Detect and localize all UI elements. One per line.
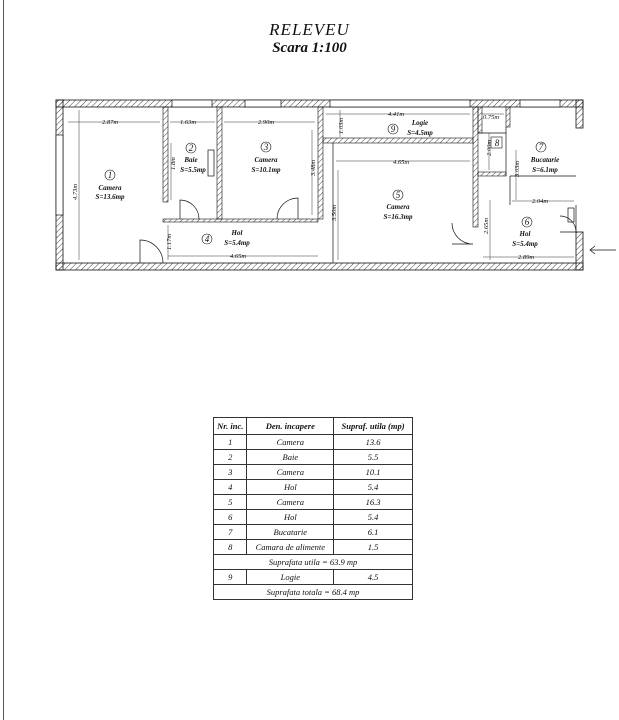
room-number: 8 (494, 138, 500, 148)
entry-arrow (590, 246, 616, 254)
cell-name: Hol (247, 480, 334, 495)
table-row (214, 450, 413, 465)
room-number: 5 (395, 190, 401, 200)
cell-area: 16.3 (334, 495, 413, 510)
table-row (214, 435, 413, 450)
table-row (214, 525, 413, 540)
dim-label: 2.65m (483, 217, 490, 234)
total-cell: Suprafata totala = 68.4 mp (214, 585, 413, 600)
room-name: Camera (386, 203, 410, 211)
dim-label: 1.8m (170, 157, 177, 170)
room-name: Baie (184, 156, 198, 164)
room-number: 6 (524, 217, 530, 227)
table-row (214, 495, 413, 510)
column-header: Supraf. utila (mp) (334, 418, 413, 435)
dim-label: 1.03m (338, 117, 345, 134)
dim-label: 3.48m (310, 159, 317, 176)
cell-nr: 8 (214, 540, 247, 555)
column-header: Nr. inc. (214, 418, 247, 435)
room-area: S=16.3mp (383, 213, 413, 221)
room-number: 4 (204, 234, 210, 244)
cell-area: 5.4 (334, 480, 413, 495)
room-name: Camera (254, 156, 278, 164)
room-name: Hol (231, 229, 243, 237)
dim-label: 4.73m (72, 183, 79, 200)
table-row (214, 570, 413, 585)
dim-label: 3.03m (514, 160, 521, 177)
dim-label: 2.90m (258, 119, 275, 126)
cell-area: 1.5 (334, 540, 413, 555)
dim-label: 4.65m (230, 253, 247, 260)
cell-nr: 1 (214, 435, 247, 450)
cell-nr: 2 (214, 450, 247, 465)
table-row (214, 480, 413, 495)
room-area: S=6.1mp (532, 166, 558, 174)
cell-name: Hol (247, 510, 334, 525)
cell-nr: 3 (214, 465, 247, 480)
cell-nr: 6 (214, 510, 247, 525)
room-name: Bucatarie (530, 156, 560, 164)
subtotal-cell: Suprafata utila = 63.9 mp (214, 555, 413, 570)
room-name: Logie (411, 119, 429, 127)
cell-nr: 5 (214, 495, 247, 510)
column-header: Den. incapere (247, 418, 334, 435)
cell-area: 4.5 (334, 570, 413, 585)
room-number: 1 (107, 170, 113, 180)
subtotal-row (214, 555, 413, 570)
dim-label: 2.04m (532, 198, 549, 205)
room-name: Camera (98, 184, 122, 192)
dim-label: 2.89m (518, 254, 535, 261)
cell-area: 6.1 (334, 525, 413, 540)
room-number: 2 (188, 143, 194, 153)
room-area: S=5.5mp (180, 166, 206, 174)
table-row (214, 465, 413, 480)
dim-label: 4.65m (393, 159, 410, 166)
cell-area: 5.5 (334, 450, 413, 465)
room-name: Hol (519, 230, 531, 238)
cell-name: Logie (247, 570, 334, 585)
dim-label: 1.17m (166, 233, 173, 250)
drawing-scale: Scara 1:100 (272, 40, 347, 56)
cell-name: Camera (247, 465, 334, 480)
table-header-row (214, 418, 413, 435)
room-number: 7 (538, 142, 544, 152)
room-area: S=5.4mp (512, 240, 538, 248)
table-row (214, 510, 413, 525)
cell-nr: 4 (214, 480, 247, 495)
cell-name: Camara de alimente (247, 540, 334, 555)
room-area: S=13.6mp (95, 193, 125, 201)
cell-name: Bucatarie (247, 525, 334, 540)
drawing-title: RELEVEU (269, 20, 350, 39)
cell-area: 13.6 (334, 435, 413, 450)
room-area: S=5.4mp (224, 239, 250, 247)
dim-label: 1.63m (180, 119, 197, 126)
room-number: 9 (390, 124, 396, 134)
table-row (214, 540, 413, 555)
cell-name: Camera (247, 435, 334, 450)
cell-area: 10.1 (334, 465, 413, 480)
cell-name: Baie (247, 450, 334, 465)
total-row (214, 585, 413, 600)
dim-label: 4.41m (388, 111, 405, 118)
area-table (213, 417, 413, 600)
dim-label: 2.00m (486, 139, 493, 156)
room-area: S=10.1mp (251, 166, 281, 174)
room-number: 3 (263, 142, 269, 152)
cell-nr: 9 (214, 570, 247, 585)
dim-label: 3.50m (331, 204, 338, 221)
cell-area: 5.4 (334, 510, 413, 525)
room-area: S=4.5mp (407, 129, 433, 137)
cell-name: Camera (247, 495, 334, 510)
dim-label: 0.75m (483, 114, 500, 121)
dim-label: 2.87m (102, 119, 119, 126)
cell-nr: 7 (214, 525, 247, 540)
